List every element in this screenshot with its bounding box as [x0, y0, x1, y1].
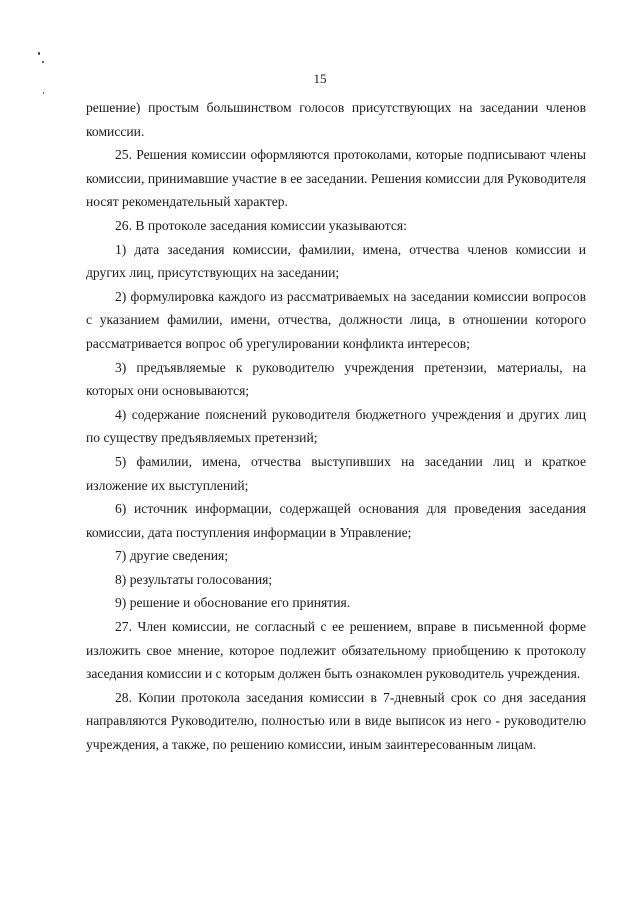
- list-item-7: 7) другие сведения;: [115, 548, 229, 564]
- list-item-6: 6) источник информации, содержащей основания для проведения заседания комиссии, дата поступления информации в Управление;: [86, 501, 586, 540]
- scan-speck: [42, 61, 44, 63]
- scan-speck: [38, 52, 40, 55]
- list-item-4: 4) содержание пояснений руководителя бюджетного учреждения и других лиц по существу предъявляемых претензий;: [86, 406, 586, 446]
- page-number: 15: [313, 71, 327, 86]
- list-item-8: 8) результаты голосования;: [115, 571, 273, 587]
- list-item-9: 9) решение и обоснование его принятия.: [115, 595, 351, 611]
- list-item-1: 1) дата заседания комиссии, фамилии, имена, отчества членов комиссии и других лиц, присутствующих на заседании;: [86, 241, 586, 281]
- document-body: [86, 96, 586, 757]
- paragraph-continuation: решение) простым большинством голосов присутствующих на заседании членов комиссии.: [86, 100, 586, 139]
- scan-speck: [43, 92, 44, 94]
- paragraph-item-28: 28. Копии протокола заседания комиссии в 7-дневный срок со дня заседания направляются Руководителю, полностью или в виде выписок из него - руководителю учреждения, а также, по решению комиссии, иным заинтересованным лицам.: [86, 689, 586, 753]
- paragraph-item-27: 27. Член комиссии, не согласный с ее решением, вправе в письменной форме изложить свое мнение, которое подлежит обязательному приобщению к протоколу заседания комиссии и с которым должен быть ознакомлен руководитель учреждения.: [86, 619, 586, 682]
- list-item-5: 5) фамилии, имена, отчества выступивших на заседании лиц и краткое изложение их выступлений;: [86, 453, 586, 493]
- paragraph-item-25: 25. Решения комиссии оформляются протоколами, которые подписывают члены комиссии, принимавшие участие в ее заседании. Решения комиссии для Руководителя носят рекомендательный характер.: [86, 147, 586, 210]
- list-item-2: 2) формулировка каждого из рассматриваемых на заседании комиссии вопросов с указанием фамилии, имени, отчества, должности лица, в отношении которого рассматривается вопрос об урегулировании конфликта интересов;: [86, 288, 586, 351]
- list-item-3: 3) предъявляемые к руководителю учреждения претензии, материалы, на которых они основываются;: [86, 359, 586, 399]
- paragraph-item-26: 26. В протоколе заседания комиссии указываются:: [115, 217, 407, 233]
